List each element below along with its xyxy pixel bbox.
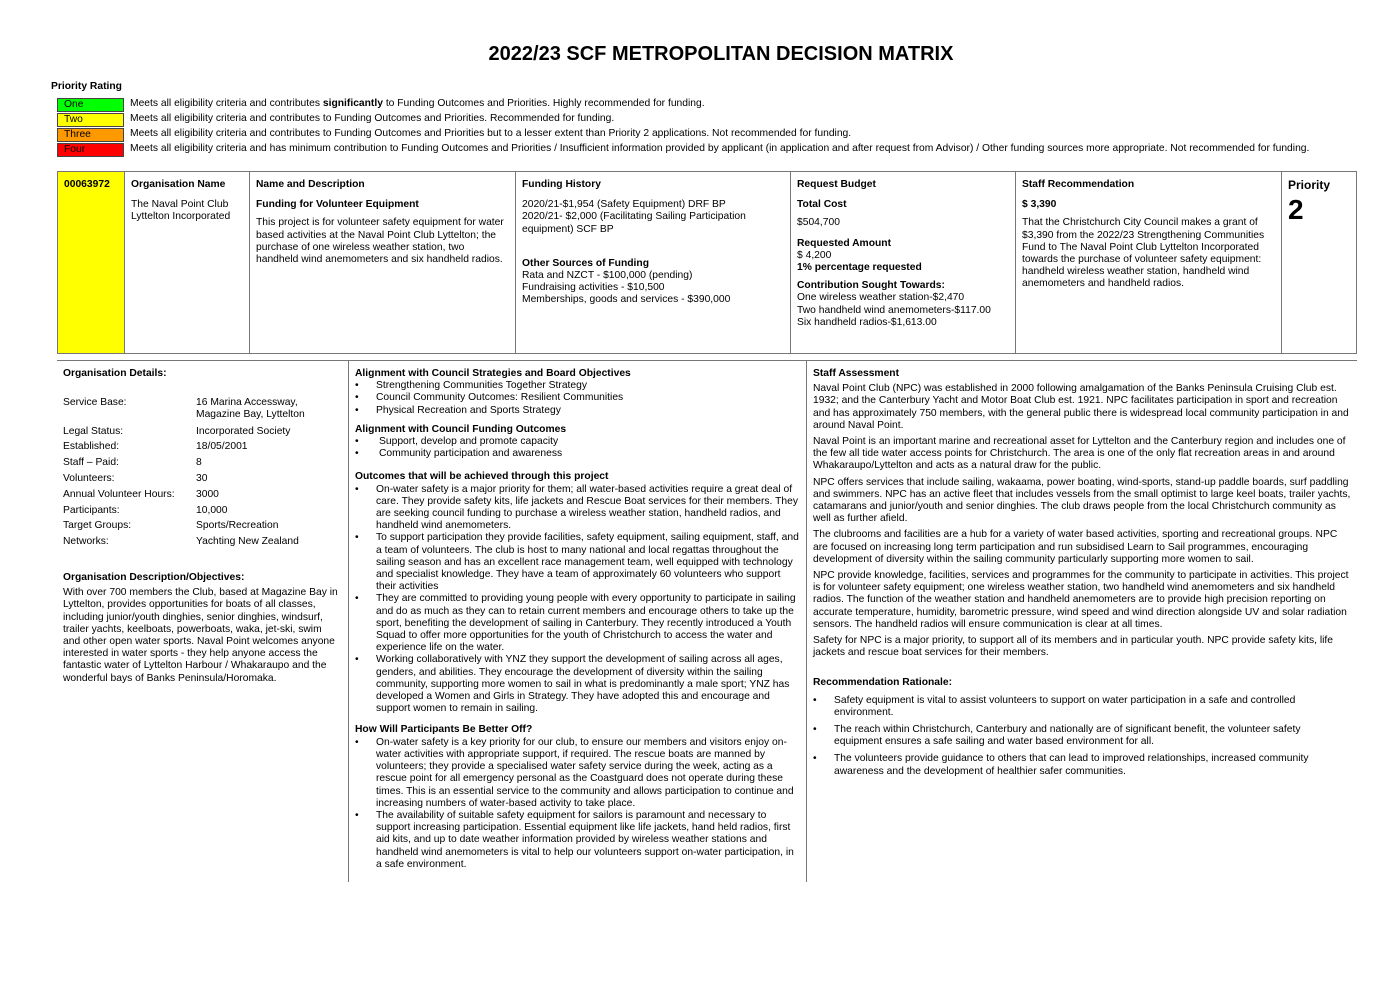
priority-rating-legend [57, 97, 1309, 157]
strategies-list [355, 380, 800, 417]
assessment-paragraph: NPC offers services that include sailing, wakaama, power boating, wind-sports, stand-up paddle boards, surf paddling and swimmers. NPC has an active fleet that includes vessels from the small optimist to large keel boats, trailer yachts, catamarans and junior/youth and senior dinghies. The club draws people from the local Christchurch community as well as further afield. [813, 476, 1351, 525]
priority-swatch-one: One [57, 98, 124, 112]
priority-desc-three: Meets all eligibility criteria and contributes to Funding Outcomes and Priorities but to a lesser extent than Priority 2 applications. Not recommended for funding. [130, 128, 852, 140]
requested-amount-value: $ 4,200 [797, 249, 832, 261]
application-id: 00063972 [58, 172, 125, 353]
list-item: • Working collaboratively with YNZ they support the development of sailing across all ages, genders, and abilities. They encourage the development of diversity within the sailing community, supporting more women to sail in what is predominantly a male sport; YNZ has developed a Women and Girls in Strategy. They have adopted this and encourage and support women to remain in sailing. [355, 654, 800, 715]
rationale-heading: Recommendation Rationale: [813, 677, 953, 689]
list-item: • Strengthening Communities Together Strategy [355, 380, 800, 392]
detail-row: Staff – Paid: 8 [63, 457, 202, 469]
detail-row: Established: 18/05/2001 [63, 441, 248, 453]
list-item: • On-water safety is a major priority for them; all water-based activities require a great deal of care. They provide safety kits, life jackets and Rescue Boat services for their members. They are seeking council funding to purchase a wireless weather station, handheld radios, and handheld wind anemometers. [355, 484, 800, 533]
percentage-requested: 1% percentage requested [797, 262, 922, 274]
other-source-line: Rata and NZCT - $100,000 (pending) [522, 270, 693, 282]
requested-amount-label: Requested Amount [797, 237, 892, 249]
assessment-paragraph: The clubrooms and facilities are a hub for a variety of water based activities, sporting and recreational groups. NPC are focused on increasing long term participation and run subsidised Learn to Sail programmes, encouraging development of diversity within the sailing community particularly supporting more women to sail. [813, 529, 1338, 565]
outcomes-list [355, 484, 800, 716]
rationale-list [813, 695, 1351, 778]
alignment-section [355, 368, 800, 871]
org-description-text: With over 700 members the Club, based at Magazine Bay in Lyttelton, provides opportunities for boats of all classes, including junior/youth dinghies, senior dinghies, windsurf, trailer yachts, keelboats, powerboats, waka, jet-ski, swim and other open water sports. Naval Point welcomes anyone interested in water sports - they help anyone access the fantastic water of Lyttelton Harbour / Whakaraupo and the wonderful bays of Banks Peninsula/Horomaka. [63, 587, 338, 684]
budget-heading: Request Budget [797, 179, 876, 190]
funding-outcomes-heading: Alignment with Council Funding Outcomes [355, 423, 567, 435]
priority-desc-two: Meets all eligibility criteria and contributes to Funding Outcomes and Priorities. Recommended for funding. [130, 113, 615, 125]
priority-cell [1282, 172, 1356, 353]
better-off-heading: How Will Participants Be Better Off? [355, 724, 533, 736]
org-name: The Naval Point Club Lyttelton Incorporated [131, 199, 231, 223]
staff-amount: $ 3,390 [1022, 199, 1057, 211]
priority-heading: Priority [1288, 178, 1331, 192]
assessment-paragraph: Safety for NPC is a major priority, to support all of its members and in particular youth. NPC provide safety kits, life jackets and rescue boat services for their members. [813, 635, 1334, 659]
other-source-line: Memberships, goods and services - $390,000 [522, 294, 731, 306]
column-divider [806, 360, 807, 882]
project-title: Funding for Volunteer Equipment [256, 199, 419, 211]
priority-row-three [57, 127, 1309, 142]
org-heading: Organisation Name [131, 179, 226, 190]
page-title: 2022/23 SCF METROPOLITAN DECISION MATRIX [488, 43, 954, 65]
history-line: 2020/21-$1,954 (Safety Equipment) DRF BP [522, 199, 726, 211]
better-off-list [355, 737, 800, 871]
contribution-label: Contribution Sought Towards: [797, 280, 945, 292]
section-divider [57, 360, 1357, 361]
list-item: • Physical Recreation and Sports Strategy [355, 405, 800, 417]
funding-history-cell [516, 172, 791, 353]
organisation-cell [125, 172, 250, 353]
list-item: • Community participation and awareness [355, 448, 800, 460]
organisation-details-section [63, 368, 341, 685]
assessment-paragraph: NPC provide knowledge, facilities, services and programmes for the community to participate in activities. This project is for volunteer safety equipment; one wireless weather station, two handheld wind anemometers and six handheld radios. The function of the weather station and handheld anemometers are to provide high precision reporting on accurate temperature, humidity, barometric pressure, wind speed and wind direction alongside UV and solar radiation sensors. The handheld radios will ensure communication is clear at all times. [813, 570, 1349, 630]
priority-swatch-three: Three [57, 128, 124, 142]
contribution-line: Two handheld wind anemometers-$117.00 [797, 304, 991, 316]
name-description-cell [250, 172, 516, 353]
history-line: 2020/21- $2,000 (Facilitating Sailing Participation equipment) SCF BP [522, 211, 746, 235]
request-budget-cell [791, 172, 1016, 353]
history-heading: Funding History [522, 179, 601, 190]
list-item: • The availability of suitable safety equipment for sailors is paramount and necessary to support increasing participation. Essential equipment like life jackets, hand held radios, first aid kits, and up to date weather information provided by wireless weather stations and handheld wind anemometers is vital to help our volunteers support on-water participation, in a safe environment. [355, 810, 800, 871]
list-item: • On-water safety is a key priority for our club, to ensure our members and visitors enjoy on-water activities with appropriate support, if required. The rescue boats are manned by volunteers; they provide a specialised water safety service during the week, acting as a rescue point for all emergency personal as the Coastguard does not operate during these times. This is an essential service to the community and allows participation to continue and increasing numbers of water-based activity to take place. [355, 737, 800, 810]
detail-row: Legal Status: Incorporated Society [63, 425, 291, 437]
project-description: This project is for volunteer safety equipment for water based activities at the Naval Point Club Lyttelton; the purchase of one wireless weather station, two handheld wind anemometers and six handheld radios. [256, 217, 504, 266]
staff-assessment-section [813, 368, 1351, 783]
priority-swatch-four: Four [57, 143, 124, 157]
staff-recommendation-cell [1016, 172, 1282, 353]
total-cost-value: $504,700 [797, 217, 840, 229]
priority-row-two [57, 112, 1309, 127]
other-sources-heading: Other Sources of Funding [522, 257, 649, 269]
detail-row: Target Groups: Sports/Recreation [63, 520, 279, 532]
priority-value: 2 [1288, 194, 1304, 226]
detail-row: Annual Volunteer Hours: 3000 [63, 488, 219, 500]
staff-recommendation-text: That the Christchurch City Council makes a grant of $3,390 from the 2022/23 Strengthening Communities Fund to The Naval Point Club Lyttelton Incorporated towards the purchase of volunteer safety equipment: handheld wireless weather station, handheld wind anemometers and handheld radios. [1022, 217, 1265, 290]
list-item: • The volunteers provide guidance to others that can lead to improved relationships, increased community awareness and the development of healthier safer communities. [813, 753, 1351, 777]
org-description-heading: Organisation Description/Objectives: [63, 571, 245, 583]
assessment-paragraph: Naval Point is an important marine and recreational asset for Lyttelton and the Canterbury region and includes one of the few all tide water access points for Christchurch. The area is one of the only flat recreation areas in and around Whakaraupo/Lyttelton and acts as a natural draw for the public. [813, 436, 1346, 472]
org-details-heading: Organisation Details: [63, 368, 167, 379]
staff-assessment-heading: Staff Assessment [813, 368, 900, 379]
priority-rating-heading: Priority Rating [51, 81, 122, 92]
detail-row: Service Base: 16 Marina Accessway, Magazine Bay, Lyttelton [63, 397, 305, 421]
priority-swatch-two: Two [57, 113, 124, 127]
funding-outcomes-list [355, 436, 800, 460]
detail-row: Networks: Yachting New Zealand [63, 536, 299, 548]
list-item: • Support, develop and promote capacity [355, 436, 800, 448]
list-item: • Safety equipment is vital to assist volunteers to support on water participation in a safe and controlled environment. [813, 695, 1351, 719]
priority-row-one [57, 97, 1309, 112]
contribution-line: Six handheld radios-$1,613.00 [797, 316, 937, 328]
outcomes-heading: Outcomes that will be achieved through this project [355, 471, 609, 483]
staff-heading: Staff Recommendation [1022, 179, 1135, 190]
list-item: • They are committed to providing young people with every opportunity to participate in sailing and do as much as they can to retain current members and encourage others to take up the sport, benefiting the development of sailing in Canterbury. They recently introduced a Youth Squad to offer more opportunities for the youth of Christchurch to access the water and experience life on the water. [355, 593, 800, 654]
other-source-line: Fundraising activities - $10,500 [522, 282, 665, 294]
name-heading: Name and Description [256, 179, 365, 190]
detail-row: Volunteers: 30 [63, 473, 208, 484]
total-cost-label: Total Cost [797, 199, 847, 211]
strategies-heading: Alignment with Council Strategies and Board Objectives [355, 368, 631, 379]
assessment-paragraph: Naval Point Club (NPC) was established in 2000 following amalgamation of the Banks Peninsula Cruising Club est. 1932; and the Canterbury Yacht and Motor Boat Club est. 1921. NPC facilitates participation in sport and recreation and has approximately 750 members, with the general public there is widespread local community participation in and around Naval Point. [813, 383, 1349, 431]
list-item: • To support participation they provide facilities, safety equipment, sailing equipment, staff, and a team of volunteers. The club is host to many national and local regattas throughout the sailing season and has an excellent race management team, well equipped with technology and specialist knowledge. They have a team of approximately 60 volunteers who support their activities [355, 532, 800, 593]
priority-desc-one: Meets all eligibility criteria and contributes significantly to Funding Outcomes and Priorities. Highly recommended for funding. [130, 98, 705, 110]
priority-row-four [57, 142, 1309, 157]
contribution-line: One wireless weather station-$2,470 [797, 292, 965, 304]
decision-matrix-table [57, 171, 1357, 354]
detail-row: Participants: 10,000 [63, 504, 228, 516]
priority-desc-four: Meets all eligibility criteria and has minimum contribution to Funding Outcomes and Priorities / Insufficient information provided by applicant (in application and after request from Advisor) / Other funding sources more appropriate. Not recommended for funding. [130, 143, 1310, 155]
org-details-list [63, 397, 341, 552]
list-item: • The reach within Christchurch, Canterbury and nationally are of significant benefit, the volunteer safety equipment ensures a safe sailing and water based environment for all. [813, 724, 1351, 748]
column-divider [348, 360, 349, 882]
list-item: • Council Community Outcomes: Resilient Communities [355, 392, 800, 404]
